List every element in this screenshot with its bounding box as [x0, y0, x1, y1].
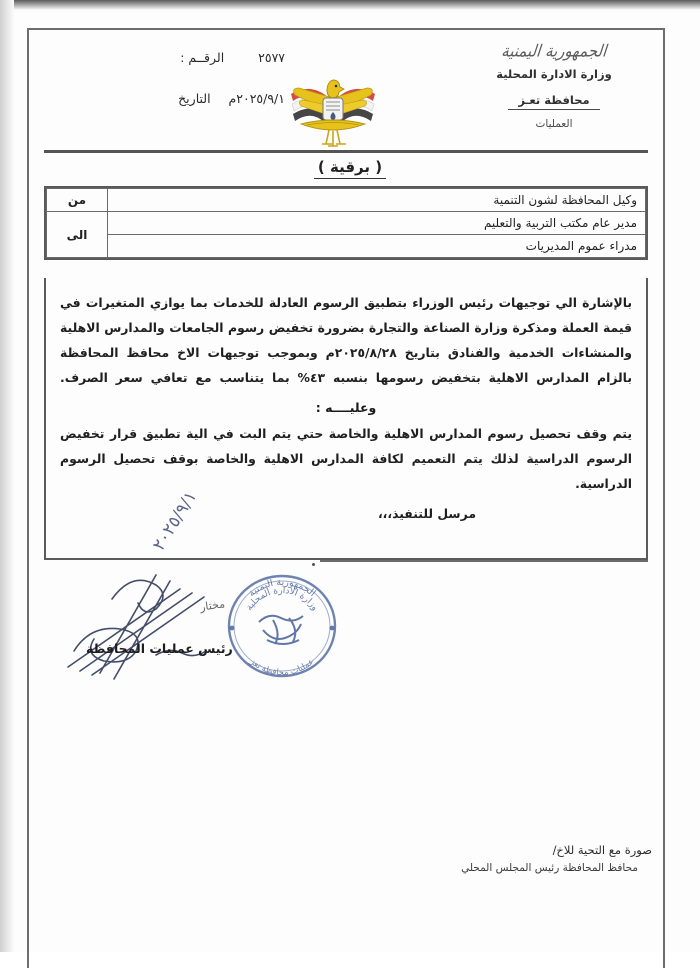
svg-text:عمليات محافظة تعز — [247, 656, 316, 678]
to-value-secondary: مدراء عموم المديريات — [525, 239, 637, 253]
upon-it-label: وعليــــه : — [315, 400, 377, 415]
reference-block — [97, 50, 307, 132]
table-row-to-secondary — [47, 235, 646, 258]
scan-top-shadow — [0, 0, 700, 10]
stamp-line-2: وزارة الادارة المحلية — [244, 585, 320, 613]
body-paragraph-1: بالإشارة الي توجيهات رئيس الوزراء بتطبيق الرسوم العادلة للخدمات بما يوازي المتغيرات في قيمة العملة ومذكرة وزارة الصناعة والتجارة بضرورة تخفيض رسوم الجامعات والمدارس الاهلية والمنشاءات الخدمية والفنادق بتاريخ ٢٠٢٥/٨/٢٨م وبموجب توجيهات الاخ محافظ المحافظة بالزام المدارس الاهلية بتخفيض رسومها بنسبه ٤٣% بما يتناسب مع تعافي سعر الصرف. — [60, 295, 632, 385]
handwritten-date: ٢٠٢٥/٩/١ — [149, 487, 202, 555]
body-paragraph-2: يتم وقف تحصيل رسوم المدارس الاهلية والخاصة حتي يتم البت في الية تطبيق قرار تخفيض الرسوم الدراسية لذلك يتم التعميم لكافة المدارس الاهلية والخاصة بوقف تحصيل الرسوم الدراسية. — [60, 426, 632, 491]
republic-title: الجمهورية اليمنية — [500, 40, 608, 62]
reference-number-value: ٢٥٧٧ — [258, 50, 285, 65]
table-row-from — [47, 189, 646, 212]
reference-number-label: الرقــم : — [180, 50, 225, 65]
ministry-name: وزارة الادارة المحلية — [496, 67, 612, 81]
document-body — [44, 278, 648, 560]
date-line — [97, 91, 307, 106]
stamp-line-3: عمليات محافظة تعز — [247, 656, 317, 679]
footer-line-1: صورة مع التحية للاخ/ — [552, 843, 652, 857]
stamp-line-1: الجمهورية اليمنية — [246, 576, 318, 600]
yemen-eagle-emblem — [281, 68, 385, 160]
to-value-cell — [108, 212, 646, 235]
signatory-title: رئيس عمليات المحافظة — [86, 641, 233, 656]
header-divider — [44, 150, 648, 153]
addressing-table — [44, 186, 648, 260]
department-name: العمليات — [535, 118, 573, 130]
dispatch-note: مرسل للتنفيذ،،، — [377, 506, 476, 521]
reference-number-line — [97, 50, 307, 65]
handwritten-name: مختار — [199, 597, 226, 614]
from-value-cell — [108, 189, 646, 212]
to-value-primary: مدير عام مكتب التربية والتعليم — [483, 216, 637, 230]
scan-left-shadow — [0, 0, 14, 952]
footer-line-2: محافظ المحافظة رئيس المجلس المحلي — [461, 862, 638, 874]
to-label-cell: الى — [47, 212, 108, 258]
official-round-stamp — [219, 568, 345, 684]
from-label-cell: من — [47, 189, 108, 212]
table-row-to — [47, 212, 646, 235]
carbon-copy-footer — [461, 843, 652, 874]
document-header — [27, 34, 665, 144]
ministry-block — [459, 42, 649, 130]
governorate-name: محافظة تعـز — [508, 93, 599, 110]
page-title: ( برقية ) — [314, 158, 386, 179]
to-value-cell-secondary — [108, 235, 646, 258]
date-label: التاريخ — [178, 91, 211, 106]
document-title — [0, 158, 700, 176]
date-value: ٢٠٢٥/٩/١م — [228, 91, 285, 106]
from-value: وكيل المحافظة لشون التنمية — [493, 193, 637, 207]
